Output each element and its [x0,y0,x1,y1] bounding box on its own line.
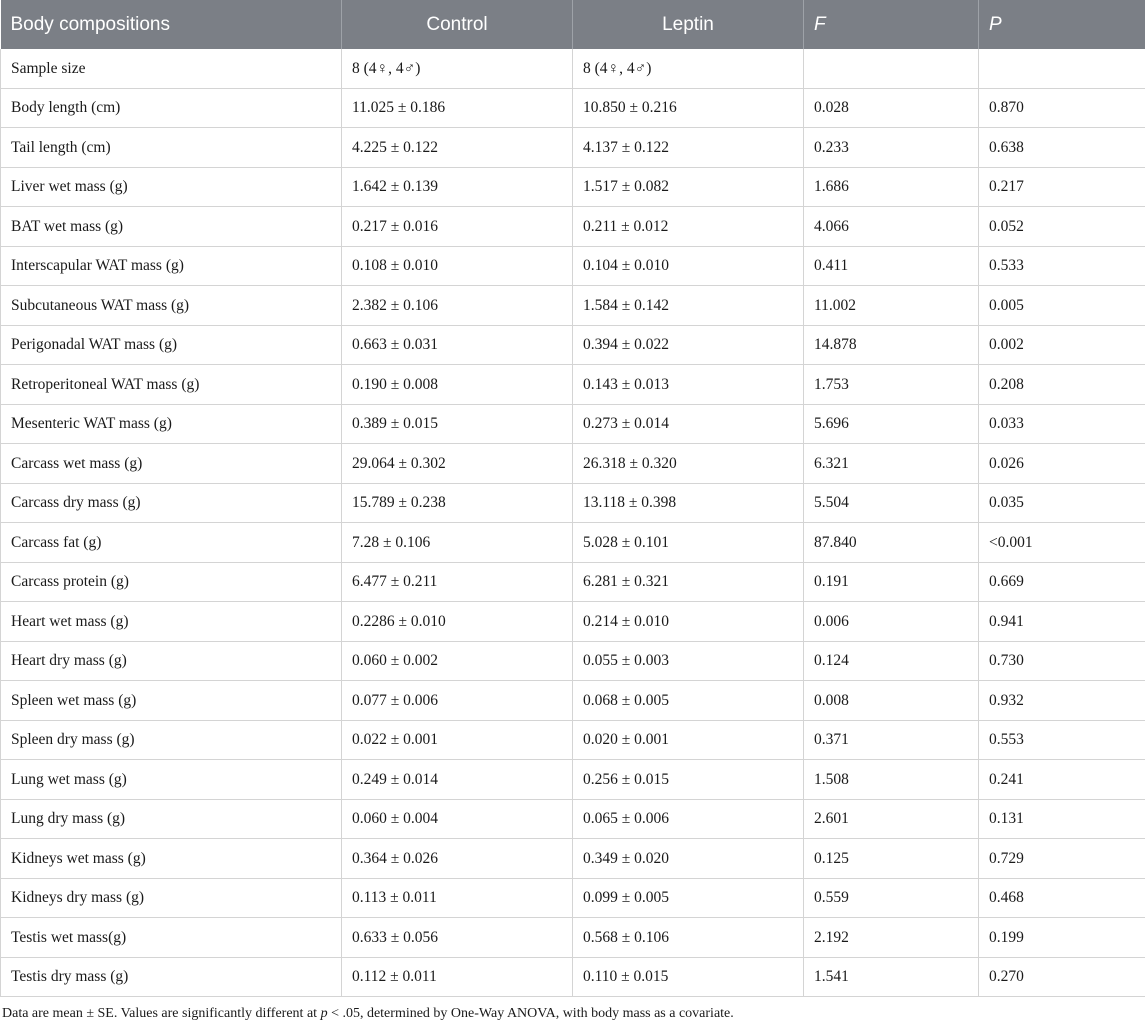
leptin-value: 5.028 ± 0.101 [573,523,804,563]
table-row [1,681,1145,721]
f-value: 0.411 [804,247,979,286]
leptin-value: 6.281 ± 0.321 [573,563,804,602]
p-value: 0.005 [979,286,1145,326]
f-value: 0.028 [804,89,979,128]
p-value: 0.026 [979,444,1145,484]
p-value: <0.001 [979,523,1145,563]
p-value: 0.002 [979,326,1145,365]
row-label: Lung dry mass (g) [1,800,342,839]
f-value: 0.124 [804,642,979,681]
row-label: Body length (cm) [1,89,342,128]
table-row [1,839,1145,879]
f-value: 0.008 [804,681,979,721]
f-value: 0.125 [804,839,979,879]
row-label: Heart wet mass (g) [1,602,342,642]
table-row [1,168,1145,207]
f-value: 87.840 [804,523,979,563]
leptin-value: 0.273 ± 0.014 [573,405,804,444]
p-value: 0.217 [979,168,1145,207]
control-value: 0.217 ± 0.016 [342,207,573,247]
control-value: 0.249 ± 0.014 [342,760,573,800]
row-label: Kidneys dry mass (g) [1,879,342,918]
p-value: 0.052 [979,207,1145,247]
row-label: Mesenteric WAT mass (g) [1,405,342,444]
header-leptin: Leptin [573,0,804,49]
control-value: 29.064 ± 0.302 [342,444,573,484]
leptin-value: 10.850 ± 0.216 [573,89,804,128]
p-value [979,49,1145,89]
row-label: Testis dry mass (g) [1,958,342,997]
f-value: 2.601 [804,800,979,839]
p-value: 0.941 [979,602,1145,642]
p-value: 0.468 [979,879,1145,918]
control-value: 0.364 ± 0.026 [342,839,573,879]
footnote-text-end: < .05, determined by One-Way ANOVA, with body mass as a covariate. [327,1006,734,1021]
p-value: 0.730 [979,642,1145,681]
f-value: 1.753 [804,365,979,405]
p-value: 0.131 [979,800,1145,839]
leptin-value: 13.118 ± 0.398 [573,484,804,523]
table-row [1,602,1145,642]
table-body [1,49,1145,997]
leptin-value: 0.068 ± 0.005 [573,681,804,721]
control-value: 0.112 ± 0.011 [342,958,573,997]
control-value: 4.225 ± 0.122 [342,128,573,168]
header-f: F [804,0,979,49]
p-value: 0.533 [979,247,1145,286]
row-label: Carcass protein (g) [1,563,342,602]
f-value: 4.066 [804,207,979,247]
table-row [1,642,1145,681]
table-row [1,918,1145,958]
row-label: Tail length (cm) [1,128,342,168]
row-label: BAT wet mass (g) [1,207,342,247]
control-value: 0.2286 ± 0.010 [342,602,573,642]
control-value: 0.663 ± 0.031 [342,326,573,365]
p-value: 0.199 [979,918,1145,958]
table-row [1,247,1145,286]
leptin-value: 0.065 ± 0.006 [573,800,804,839]
leptin-value: 1.517 ± 0.082 [573,168,804,207]
leptin-value: 0.055 ± 0.003 [573,642,804,681]
leptin-value: 0.568 ± 0.106 [573,918,804,958]
p-value: 0.638 [979,128,1145,168]
table-row [1,563,1145,602]
row-label: Carcass dry mass (g) [1,484,342,523]
p-value: 0.208 [979,365,1145,405]
row-label: Liver wet mass (g) [1,168,342,207]
header-body-compositions: Body compositions [1,0,342,49]
row-label: Subcutaneous WAT mass (g) [1,286,342,326]
row-label: Retroperitoneal WAT mass (g) [1,365,342,405]
leptin-value: 1.584 ± 0.142 [573,286,804,326]
table-row [1,879,1145,918]
f-value: 14.878 [804,326,979,365]
f-value: 11.002 [804,286,979,326]
footnote-p-symbol: p [320,1006,328,1021]
table-row [1,405,1145,444]
control-value: 0.190 ± 0.008 [342,365,573,405]
footnote-text-start: Data are mean ± SE. Values are significantly different at [2,1006,321,1021]
table-row [1,721,1145,760]
f-value: 2.192 [804,918,979,958]
f-value: 5.696 [804,405,979,444]
f-value: 5.504 [804,484,979,523]
f-value [804,49,979,89]
leptin-value: 8 (4♀, 4♂) [573,49,804,89]
control-value: 15.789 ± 0.238 [342,484,573,523]
table-row [1,326,1145,365]
table-row [1,89,1145,128]
table-row [1,444,1145,484]
p-value: 0.270 [979,958,1145,997]
leptin-value: 0.256 ± 0.015 [573,760,804,800]
header-row [1,0,1145,49]
control-value: 2.382 ± 0.106 [342,286,573,326]
p-value: 0.932 [979,681,1145,721]
table-row [1,760,1145,800]
p-value: 0.729 [979,839,1145,879]
header-p: P [979,0,1145,49]
leptin-value: 0.394 ± 0.022 [573,326,804,365]
leptin-value: 0.211 ± 0.012 [573,207,804,247]
f-value: 1.541 [804,958,979,997]
f-value: 0.559 [804,879,979,918]
table-header [1,0,1145,49]
leptin-value: 0.349 ± 0.020 [573,839,804,879]
table-row [1,958,1145,997]
leptin-value: 0.020 ± 0.001 [573,721,804,760]
control-value: 7.28 ± 0.106 [342,523,573,563]
leptin-value: 0.214 ± 0.010 [573,602,804,642]
control-value: 6.477 ± 0.211 [342,563,573,602]
table-row [1,286,1145,326]
f-value: 1.686 [804,168,979,207]
f-value: 0.371 [804,721,979,760]
control-value: 11.025 ± 0.186 [342,89,573,128]
control-value: 0.022 ± 0.001 [342,721,573,760]
control-value: 0.077 ± 0.006 [342,681,573,721]
p-value: 0.870 [979,89,1145,128]
f-value: 0.191 [804,563,979,602]
table-row [1,49,1145,89]
row-label: Carcass wet mass (g) [1,444,342,484]
header-control: Control [342,0,573,49]
row-label: Interscapular WAT mass (g) [1,247,342,286]
leptin-value: 26.318 ± 0.320 [573,444,804,484]
table-row [1,800,1145,839]
table-row [1,365,1145,405]
leptin-value: 0.143 ± 0.013 [573,365,804,405]
control-value: 0.389 ± 0.015 [342,405,573,444]
f-value: 6.321 [804,444,979,484]
row-label: Lung wet mass (g) [1,760,342,800]
row-label: Testis wet mass(g) [1,918,342,958]
leptin-value: 0.099 ± 0.005 [573,879,804,918]
table-footnote [0,997,1145,1022]
control-value: 0.060 ± 0.004 [342,800,573,839]
control-value: 8 (4♀, 4♂) [342,49,573,89]
control-value: 0.633 ± 0.056 [342,918,573,958]
row-label: Heart dry mass (g) [1,642,342,681]
p-value: 0.669 [979,563,1145,602]
p-value: 0.033 [979,405,1145,444]
control-value: 1.642 ± 0.139 [342,168,573,207]
row-label: Sample size [1,49,342,89]
p-value: 0.035 [979,484,1145,523]
row-label: Spleen wet mass (g) [1,681,342,721]
leptin-value: 0.110 ± 0.015 [573,958,804,997]
row-label: Carcass fat (g) [1,523,342,563]
p-value: 0.553 [979,721,1145,760]
table-row [1,484,1145,523]
leptin-value: 0.104 ± 0.010 [573,247,804,286]
table-row [1,128,1145,168]
row-label: Kidneys wet mass (g) [1,839,342,879]
f-value: 0.233 [804,128,979,168]
leptin-value: 4.137 ± 0.122 [573,128,804,168]
row-label: Perigonadal WAT mass (g) [1,326,342,365]
f-value: 1.508 [804,760,979,800]
control-value: 0.113 ± 0.011 [342,879,573,918]
table-row [1,523,1145,563]
control-value: 0.108 ± 0.010 [342,247,573,286]
row-label: Spleen dry mass (g) [1,721,342,760]
table-row [1,207,1145,247]
control-value: 0.060 ± 0.002 [342,642,573,681]
p-value: 0.241 [979,760,1145,800]
f-value: 0.006 [804,602,979,642]
